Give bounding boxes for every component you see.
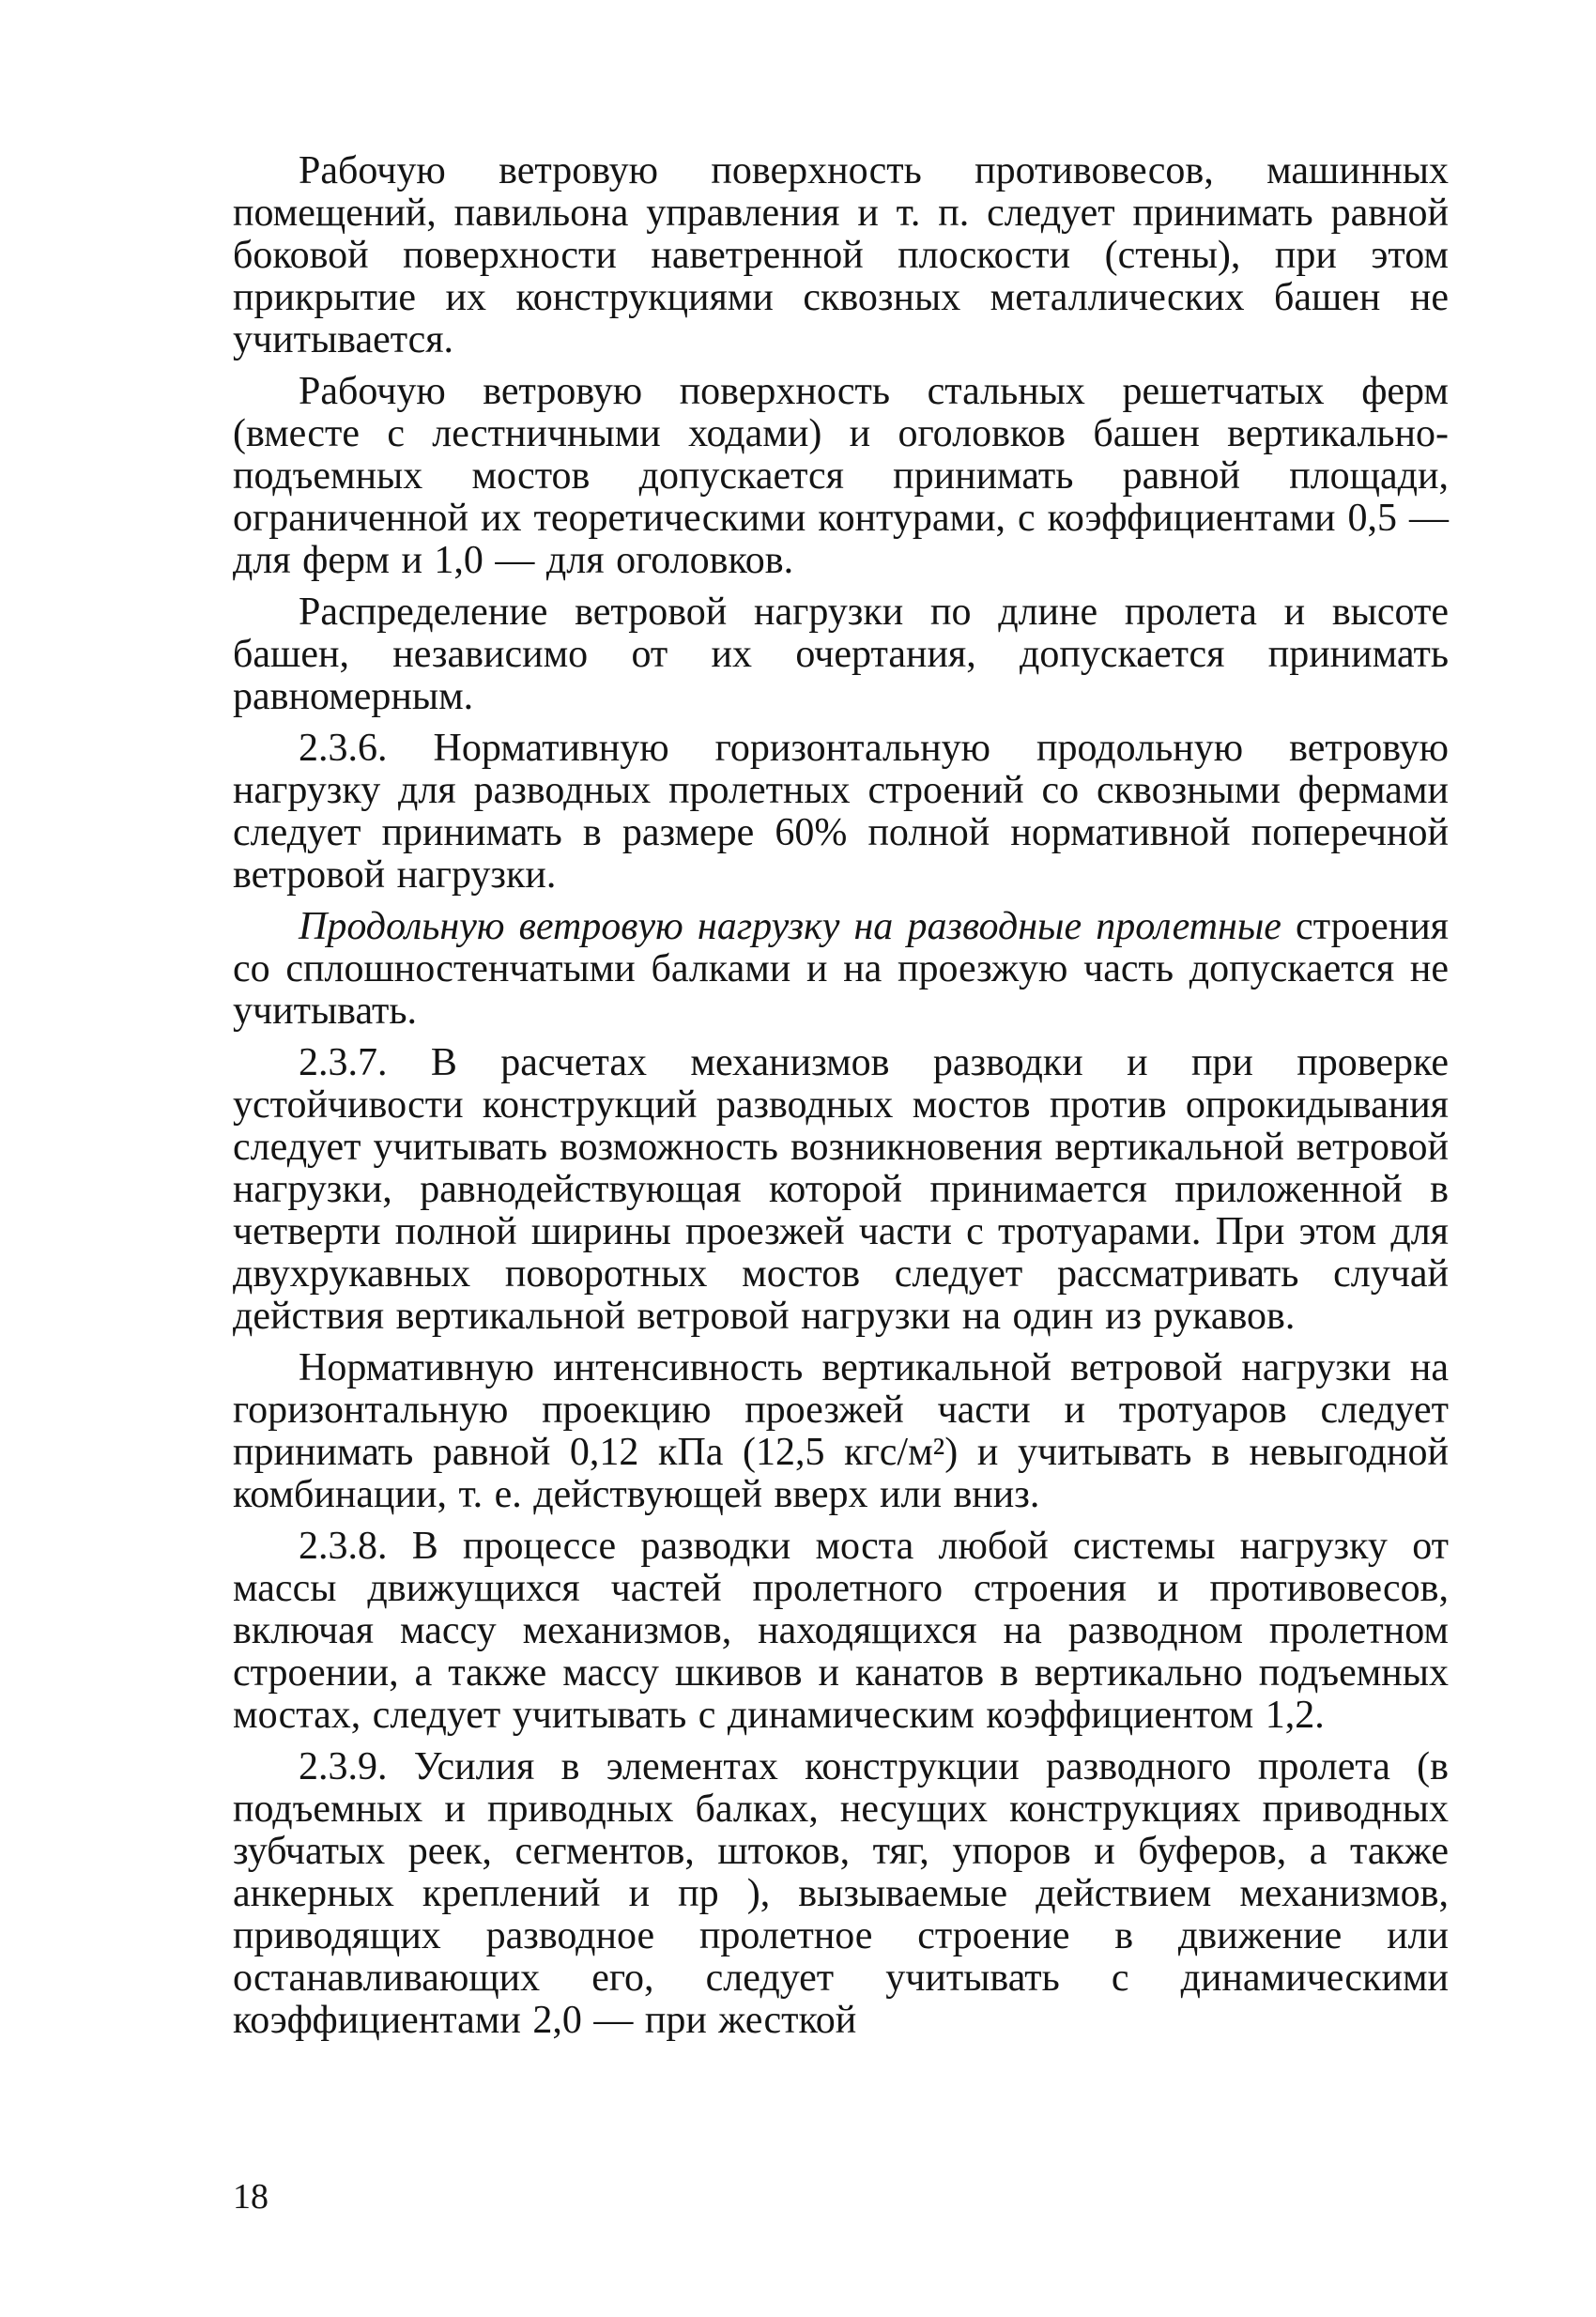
italic-lead-text: Продольную ветровую нагрузку на разводные пролетные xyxy=(299,905,1281,948)
document-page xyxy=(233,150,1449,2051)
paragraph-longitudinal-load xyxy=(233,906,1449,1033)
paragraph-2-3-7: 2.3.7. В расчетах механизмов разводки и при проверке устойчивости конструкций разводных мостов против опрокидывания следует учитывать возможность возникновения вертикальной ветровой нагрузки, равнодействующая которой принимается приложенной в четверти полной ширины проезжей части с тротуарами. При этом для двухрукавных поворотных мостов следует рассматривать случай действия вертикальной ветровой нагрузки на один из рукавов. xyxy=(233,1041,1449,1338)
paragraph-truss-surface: Рабочую ветровую поверхность стальных решетчатых ферм (вместе с лестничными ходами) и оголовков башен вертикально-подъемных мостов допускается принимать равной площади, ограниченной их теоретическими контурами, с коэффициентами 0,5 — для ферм и 1,0 — для оголовков. xyxy=(233,370,1449,582)
paragraph-vertical-intensity: Нормативную интенсивность вертикальной ветровой нагрузки на горизонтальную проекцию проезжей части и тротуаров следует принимать равной 0,12 кПа (12,5 кгс/м²) и учитывать в невыгодной комбинации, т. е. действующей вверх или вниз. xyxy=(233,1346,1449,1516)
paragraph-2-3-6: 2.3.6. Нормативную горизонтальную продольную ветровую нагрузку для разводных пролетных строений со сквозными фермами следует принимать в размере 60% полной нормативной поперечной ветровой нагрузки. xyxy=(233,727,1449,897)
paragraph-2-3-8: 2.3.8. В процессе разводки моста любой системы нагрузку от массы движущихся частей пролетного строения и противовесов, включая массу механизмов, находящихся на разводном пролетном строении, а также массу шкивов и канатов в вертикально подъемных мостах, следует учитывать с динамическим коэффициентом 1,2. xyxy=(233,1525,1449,1737)
paragraph-load-distribution: Распределение ветровой нагрузки по длине пролета и высоте башен, независимо от их очертания, допускается принимать равномерным. xyxy=(233,591,1449,718)
paragraph-counterweight-surface: Рабочую ветровую поверхность противовесов, машинных помещений, павильона управления и т. п. следует принимать равной боковой поверхности наветренной плоскости (стены), при этом прикрытие их конструкциями сквозных металлических башен не учитывается. xyxy=(233,149,1449,361)
paragraph-2-3-9: 2.3.9. Усилия в элементах конструкции разводного пролета (в подъемных и приводных балках, несущих конструкциях приводных зубчатых реек, сегментов, штоков, тяг, упоров и буферов, а также анкерных креплений и пр ), вызываемые действием механизмов, приводящих разводное пролетное строение в движение или останавливающих его, следует учитывать с динамическими коэффициентами 2,0 — при жесткой xyxy=(233,1745,1449,2042)
page-number: 18 xyxy=(233,2177,269,2217)
paragraph-rest-text: строения со сплошностенчатыми балками и на проезжую часть допускается не учитывать. xyxy=(233,905,1449,1033)
